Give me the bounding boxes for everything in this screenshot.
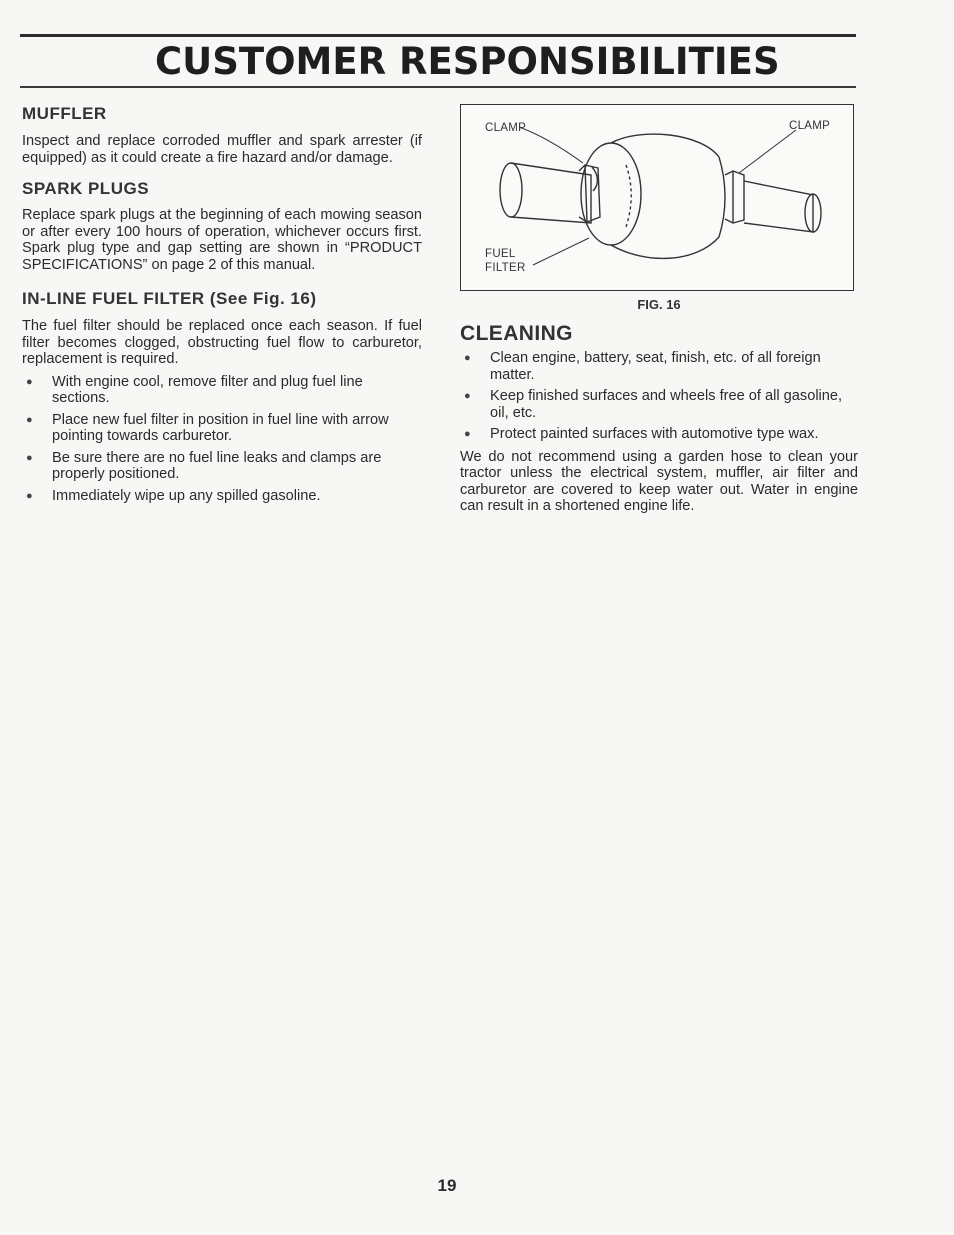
muffler-heading: MUFFLER	[22, 104, 107, 123]
right-column	[460, 104, 858, 515]
cleaning-list	[460, 350, 858, 443]
bullet-icon: ●	[464, 428, 471, 440]
figure-label-clamp-left: CLAMP	[485, 122, 527, 134]
cleaning-section	[460, 322, 858, 515]
fuel-filter-steps	[22, 374, 422, 505]
list-item: ● Protect painted surfaces with automotive type wax.	[464, 426, 819, 442]
muffler-section	[22, 104, 422, 166]
fuel-filter-section	[22, 289, 422, 504]
spark-plugs-heading: SPARK PLUGS	[22, 179, 150, 198]
figure-label-filter: FILTER	[485, 262, 526, 274]
spark-plugs-text: Replace spark plugs at the beginning of each mowing season or after every 100 hours of operation, whichever occurs first. Spark plug type and gap setting are shown in “PRODUCT SPECIFICATIONS” on page 2 of this manual.	[22, 207, 422, 273]
list-item: ● Clean engine, battery, seat, finish, etc. of all foreign matter.	[464, 350, 821, 383]
list-item: ● Be sure there are no fuel line leaks and clamps are properly positioned.	[26, 449, 382, 482]
list-item: ● Immediately wipe up any spilled gasoline.	[26, 487, 321, 504]
cleaning-heading: CLEANING	[460, 322, 573, 345]
list-item: ● Keep finished surfaces and wheels free of all gasoline, oil, etc.	[464, 388, 843, 421]
list-item: ● With engine cool, remove filter and plug fuel line sections.	[26, 373, 363, 406]
spark-plugs-section	[22, 179, 422, 273]
bullet-icon: ●	[26, 489, 33, 502]
list-item: ● Place new fuel filter in position in fuel line with arrow pointing towards carburetor.	[26, 411, 389, 444]
header-rule-top	[20, 34, 856, 37]
bullet-icon: ●	[464, 352, 471, 364]
figure-label-clamp-right: CLAMP	[789, 120, 831, 132]
page-title: CUSTOMER RESPONSIBILITIES	[155, 40, 780, 83]
bullet-icon: ●	[26, 413, 33, 426]
page-number: 19	[437, 1176, 457, 1195]
left-column	[22, 104, 422, 504]
figure-16-box	[460, 104, 854, 291]
fuel-filter-heading: IN-LINE FUEL FILTER (See Fig. 16)	[22, 289, 317, 308]
figure-label-fuel: FUEL	[485, 248, 516, 260]
figure-caption: FIG. 16	[637, 297, 681, 312]
bullet-icon: ●	[26, 375, 33, 388]
header-rule-bottom	[20, 86, 856, 88]
bullet-icon: ●	[464, 390, 471, 402]
muffler-text: Inspect and replace corroded muffler and spark arrester (if equipped) as it could create a fire hazard and/or damage.	[22, 133, 422, 166]
bullet-icon: ●	[26, 451, 33, 464]
fuel-filter-text: The fuel filter should be replaced once each season. If fuel filter becomes clogged, obstructing fuel flow to carburetor, replacement is required.	[22, 318, 422, 367]
cleaning-note: We do not recommend using a garden hose to clean your tractor unless the electrical system, muffler, air filter and carburetor are covered to keep water out. Water in engine can result in a shortened engine life.	[460, 448, 858, 514]
